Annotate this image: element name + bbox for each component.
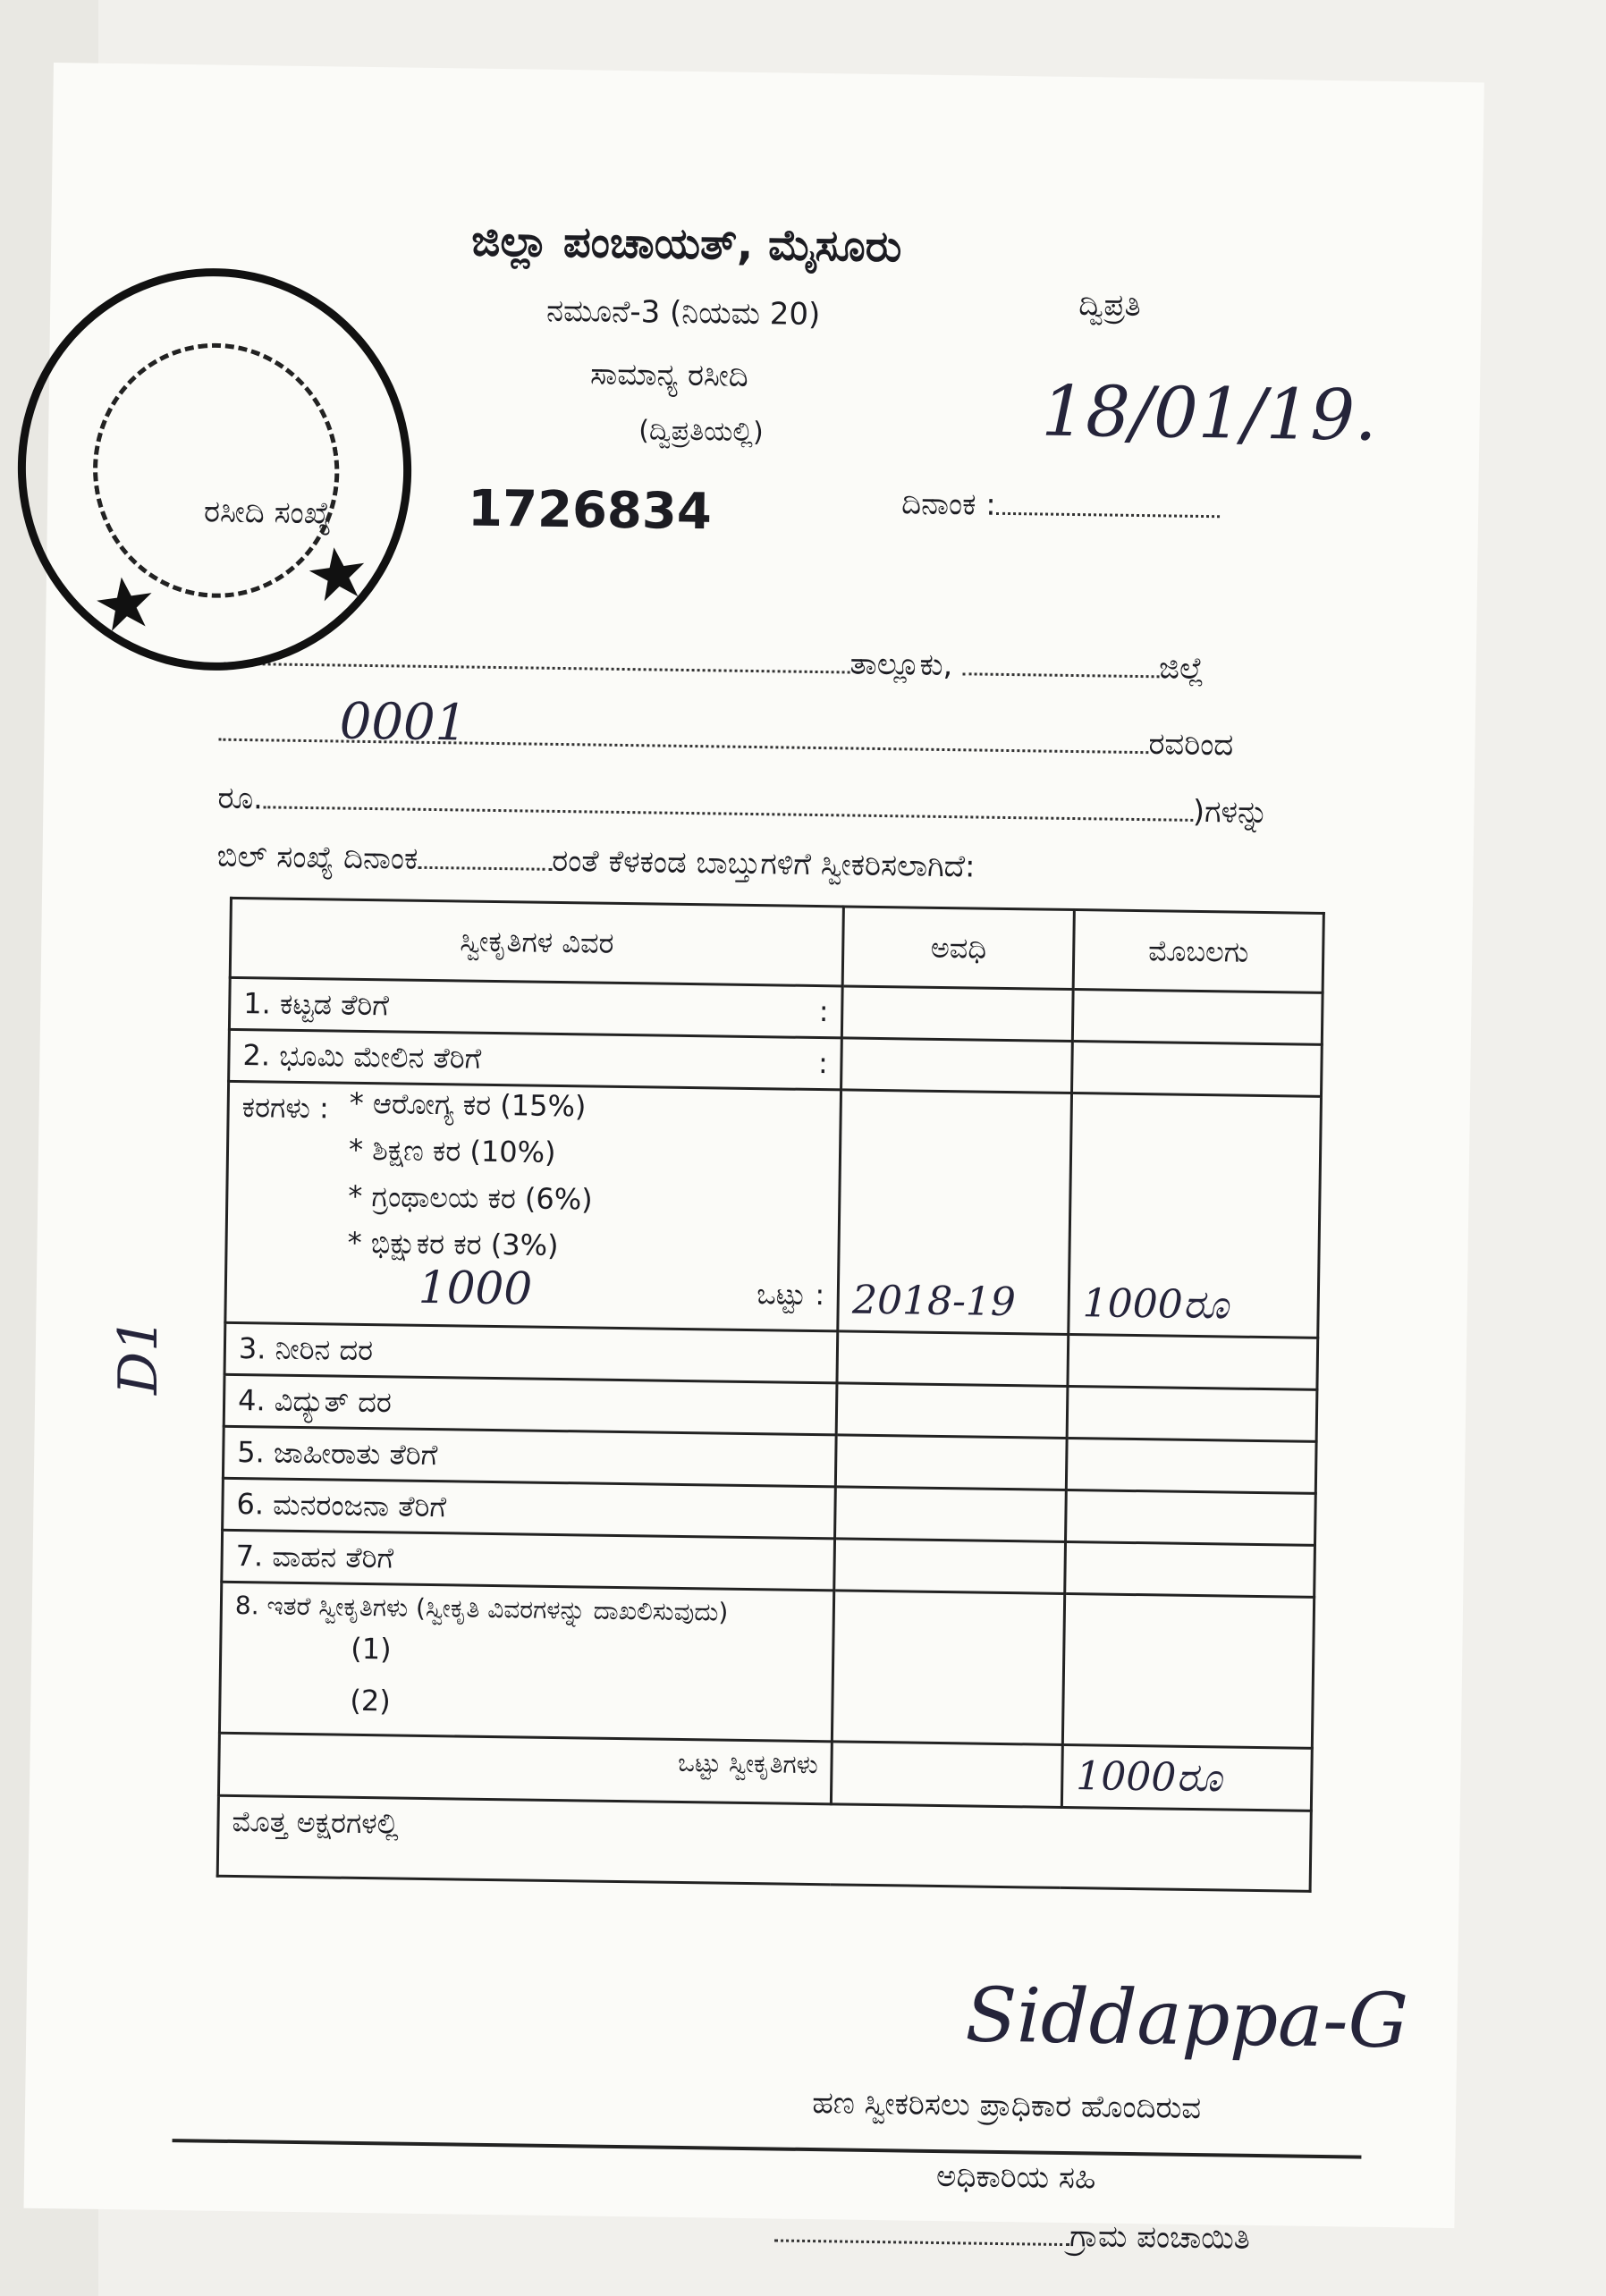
side-note: D1 bbox=[107, 1317, 170, 1395]
period-value: 2018-19 bbox=[851, 1277, 1017, 1326]
receipt-number-label: ರಸೀದಿ ಸಂಖ್ಯೆ bbox=[203, 494, 332, 532]
signature: Siddappa-G bbox=[964, 1971, 1409, 2065]
header-title: ಜಿಲ್ಲಾ ಪಂಚಾಯತ್, ಮೈಸೂರು bbox=[470, 215, 902, 273]
subtotal-label: ಒಟ್ಟು : bbox=[757, 1277, 825, 1313]
row-other-receipts: 8. ಇತರೆ ಸ್ವೀಕೃತಿಗಳು (ಸ್ವೀಕೃತಿ ವಿವರಗಳನ್ನು ದಾಖಲಿಸುವುದು) (1) (2) bbox=[219, 1582, 834, 1742]
authority-line-1: ಹಣ ಸ್ವೀಕರಿಸಲು ಪ್ರಾಧಿಕಾರ ಹೊಂದಿರುವ bbox=[811, 2085, 1202, 2127]
copy-note: (ದ್ವಿಪ್ರತಿಯಲ್ಲಿ) bbox=[638, 415, 764, 449]
footer-rule bbox=[173, 2139, 1362, 2159]
row-cess: ಕರಗಳು : * ಆರೋಗ್ಯ ಕರ (15%) * ಶಿಕ್ಷಣ ಕರ (10%) * ಗ್ರಂಥಾಲಯ ಕರ (6%) * ಭಿಕ್ಷುಕರ ಕರ (3%) 1000 ಒಟ್ಟು : bbox=[225, 1081, 841, 1331]
bill-line: ಬಿಲ್ ಸಂಖ್ಯೆ ದಿನಾಂಕ ರಂತೆ ಕೆಳಕಂಡ ಬಾಬ್ತುಗಳಿಗೆ ಸ್ವೀಕರಿಸಲಾಗಿದೆ: bbox=[216, 838, 976, 885]
row-building-tax: 1. ಕಟ್ಟಡ ತೆರಿಗೆ : bbox=[229, 977, 842, 1038]
date-value: 18/01/19. bbox=[1041, 371, 1378, 457]
duplicate-label: ದ್ವಿಪ್ರತಿ bbox=[1078, 287, 1141, 324]
total-in-words: ಮೊತ್ತ ಅಕ್ಷರಗಳಲ್ಲಿ bbox=[217, 1795, 1311, 1891]
other-receipt-1: (1) bbox=[351, 1631, 392, 1667]
panchayat-line: ಗ್ರಾಮ ಪಂಚಾಯಿತಿ bbox=[774, 2214, 1250, 2256]
amount-value: 1000ರೂ bbox=[1082, 1280, 1230, 1329]
form-number: ನಮೂನೆ-3 (ನಿಯಮ 20) bbox=[545, 292, 821, 333]
panchayat-seal bbox=[0, 243, 437, 696]
row-entertainment-tax: 6. ಮನರಂಜನಾ ತೆರಿಗೆ bbox=[223, 1478, 836, 1539]
rupees-line: ರೂ. )ಗಳನ್ನು bbox=[217, 780, 1269, 831]
header-description: ಸ್ವೀಕೃತಿಗಳ ವಿವರ bbox=[230, 898, 843, 986]
account-number: 0001 bbox=[339, 692, 468, 753]
authority-line-2: ಅಧಿಕಾರಿಯ ಸಹಿ bbox=[935, 2158, 1096, 2197]
row-vehicle-tax: 7. ವಾಹನ ತೆರಿಗೆ bbox=[222, 1530, 835, 1591]
seal-star-icon bbox=[0, 243, 437, 696]
date-label: ದಿನಾಂಕ : bbox=[901, 485, 1220, 526]
handwritten-subtotal: 1000 bbox=[418, 1261, 533, 1315]
cess-beggary: * ಭಿಕ್ಷುಕರ ಕರ (3%) bbox=[347, 1225, 559, 1263]
row-advertisement-tax: 5. ಜಾಹೀರಾತು ತೆರಿಗೆ bbox=[223, 1426, 836, 1487]
row-water-charge: 3. ನೀರಿನ ದರ bbox=[224, 1322, 838, 1383]
cess-health: * ಆರೋಗ್ಯ ಕರ (15%) bbox=[349, 1085, 587, 1124]
taluk-line: ತಾಲ್ಲೂಕು, ಜಿಲ್ಲೆ bbox=[224, 637, 1204, 687]
header-period: ಅವಧಿ bbox=[842, 907, 1074, 990]
receipt-table bbox=[216, 897, 1325, 1893]
form-name: ಸಾಮಾನ್ಯ ರಸೀದಿ bbox=[589, 356, 749, 394]
cess-library: * ಗ್ರಂಥಾಲಯ ಕರ (6%) bbox=[348, 1178, 593, 1217]
total-receipts-label: ಒಟ್ಟು ಸ್ವೀಕೃತಿಗಳು bbox=[218, 1733, 832, 1804]
receipt-number-value: 1726834 bbox=[467, 479, 713, 542]
other-receipt-2: (2) bbox=[350, 1683, 392, 1718]
total-amount-value: 1000ರೂ bbox=[1075, 1753, 1222, 1802]
row-electricity-charge: 4. ವಿದ್ಯುತ್ ದರ bbox=[224, 1374, 837, 1435]
header-amount: ಮೊಬಲಗು bbox=[1073, 910, 1323, 993]
cess-education: * ಶಿಕ್ಷಣ ಕರ (10%) bbox=[348, 1132, 556, 1169]
row-land-tax: 2. ಭೂಮಿ ಮೇಲಿನ ತೆರಿಗೆ : bbox=[229, 1029, 842, 1090]
received-from-line: ರವರಿಂದ bbox=[218, 713, 1233, 764]
